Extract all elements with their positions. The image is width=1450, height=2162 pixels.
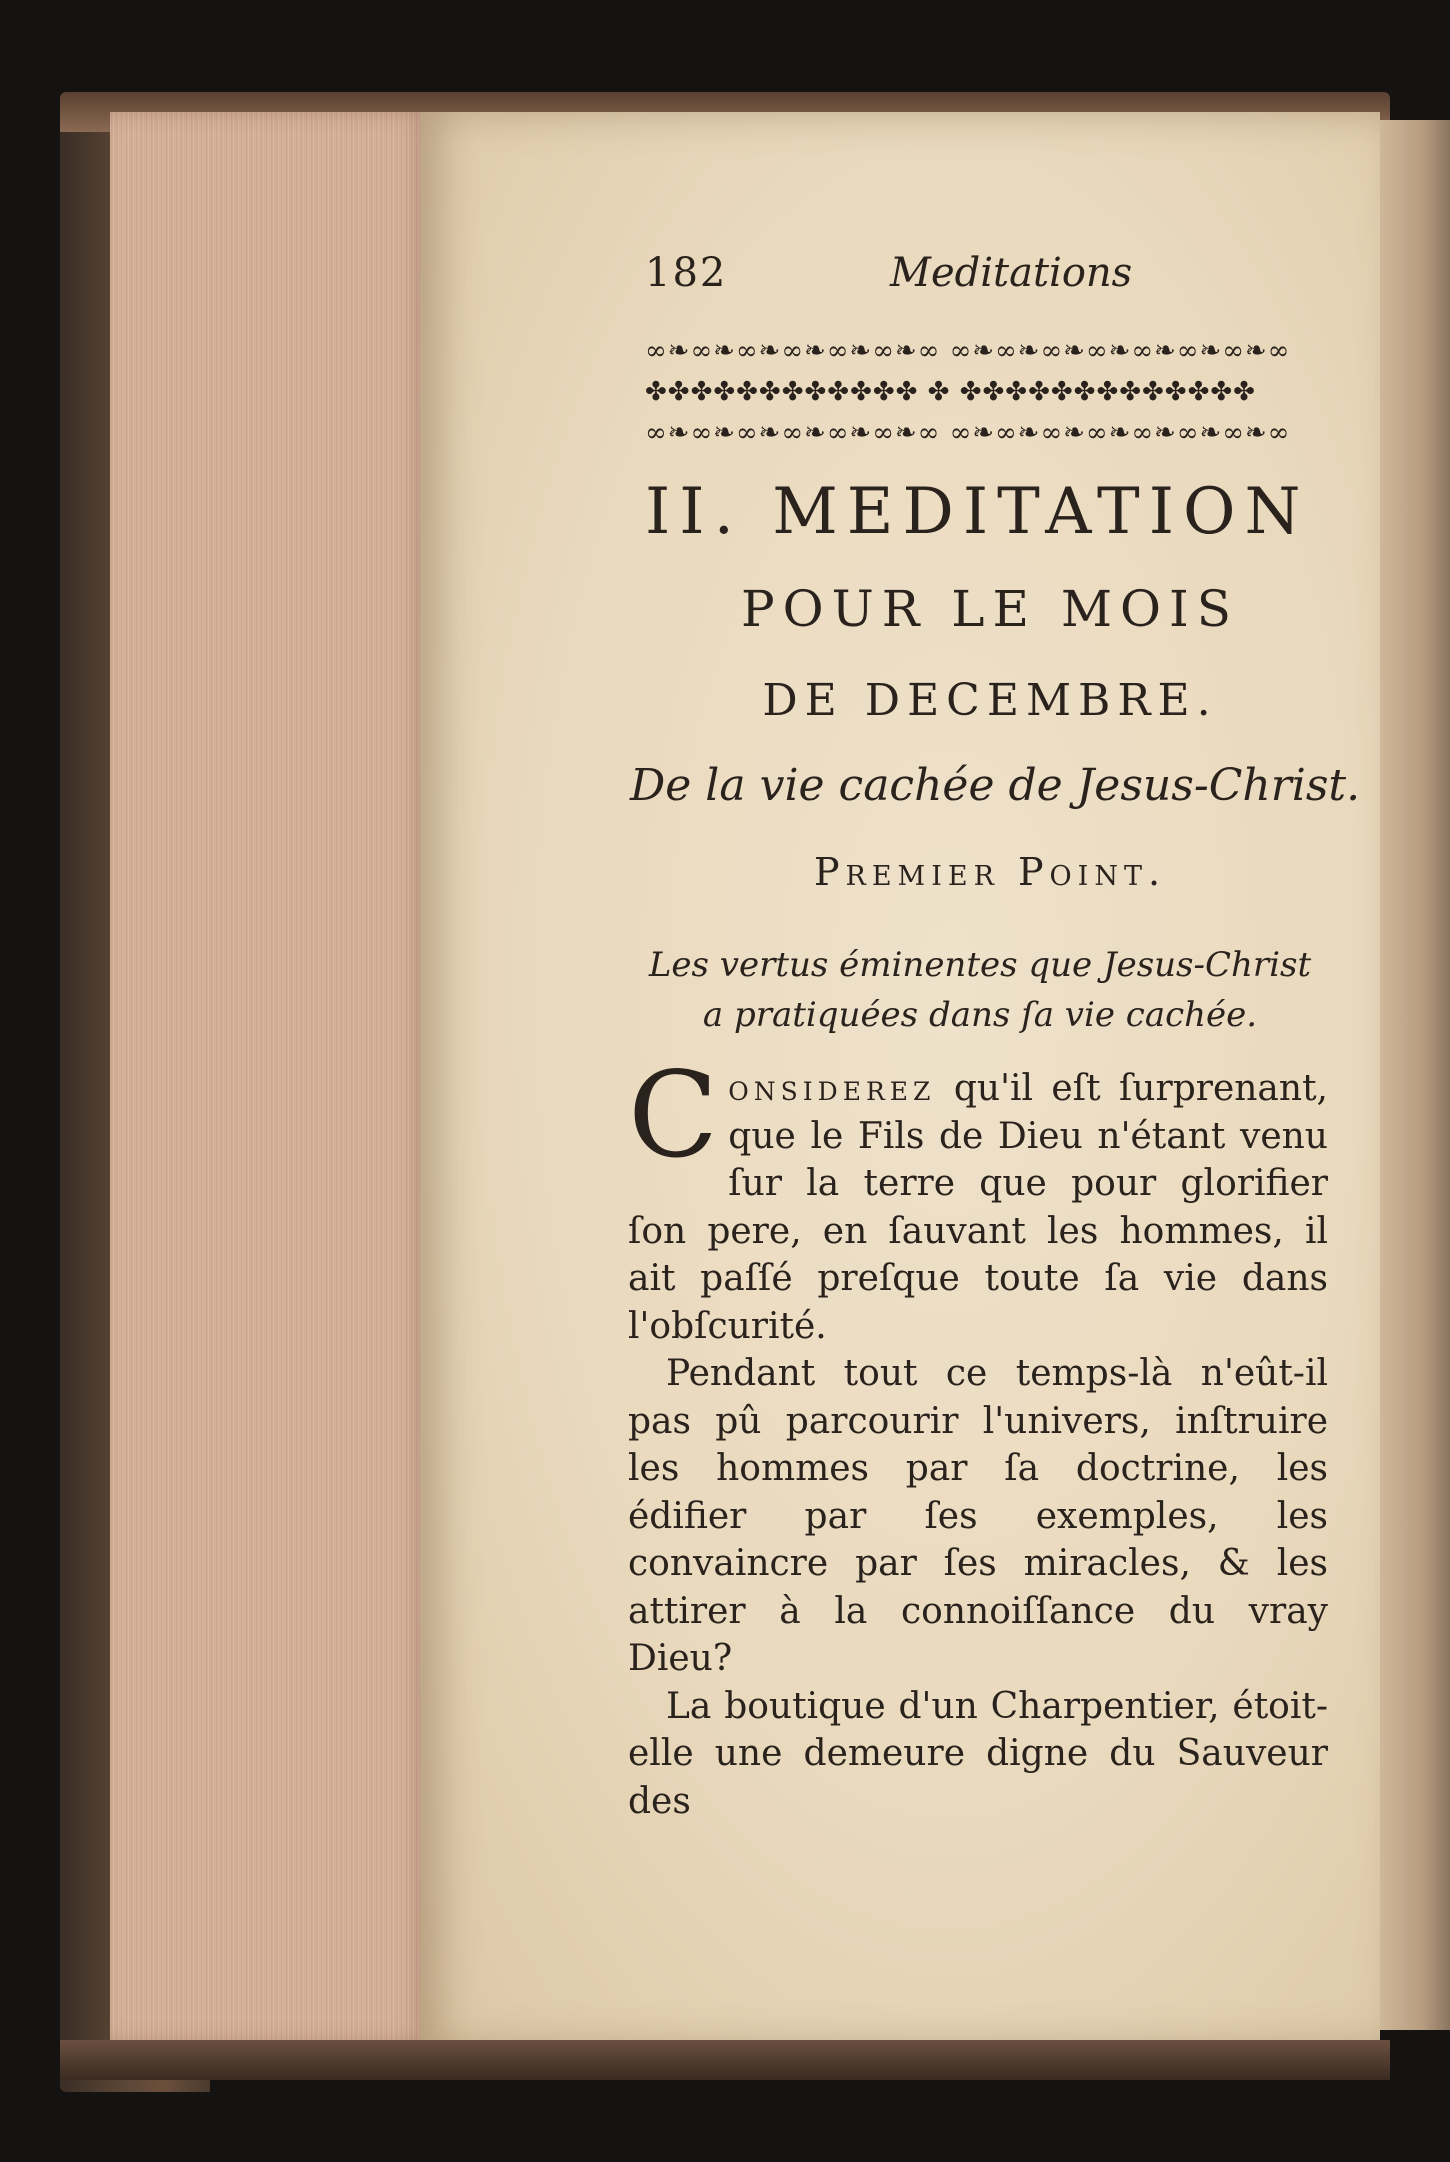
page-number: 182 xyxy=(645,250,728,296)
running-title: Meditations xyxy=(890,250,1133,296)
page-header xyxy=(645,250,1165,310)
point-heading: Premier Point. xyxy=(813,850,1167,894)
meditation-subtitle-december: DE DECEMBRE. xyxy=(762,675,1218,726)
point-summary xyxy=(630,940,1330,1040)
point-summary-line-1: Les vertus éminentes que Jesus-Christ xyxy=(648,945,1312,985)
book-cover-bottom xyxy=(60,2040,1390,2080)
ornament-row-top: ∞❧∞❧∞❧∞❧∞❧∞❧∞ ∞❧∞❧∞❧∞❧∞❧∞❧∞❧∞ xyxy=(645,336,1291,366)
meditation-title: II. MEDITATION xyxy=(645,475,1310,549)
paragraph-1-text: qu'il eſt ſurprenant, que le Fils de Dieu n'étant venu ſur la terre que pour glorifier ſon pere, en ſauvant les hommes, il ait paſſé preſque toute ſa vie dans l'obſcurité. xyxy=(628,1068,1328,1347)
paragraph-3: La boutique d'un Charpentier, étoit-elle une demeure digne du Sauveur des xyxy=(628,1685,1328,1822)
ornament-row-middle: ✤✤✤✤✤✤✤✤✤✤✤✤ ✤ ✤✤✤✤✤✤✤✤✤✤✤✤✤ xyxy=(645,377,1256,407)
ornament-row-bottom: ∞❧∞❧∞❧∞❧∞❧∞❧∞ ∞❧∞❧∞❧∞❧∞❧∞❧∞❧∞ xyxy=(645,418,1291,448)
lead-word: onsiderez xyxy=(728,1068,936,1109)
drop-cap: C xyxy=(628,1046,719,1184)
meditation-subtitle-month: POUR LE MOIS xyxy=(740,580,1240,638)
page-block-edge xyxy=(110,112,430,2042)
body-text xyxy=(628,1046,1328,1825)
facing-page-edge xyxy=(1380,120,1450,2030)
point-summary-line-2: a pratiquées dans ſa vie cachée. xyxy=(702,995,1258,1035)
paragraph-2: Pendant tout ce temps-là n'eût-il pas pû parcourir l'univers, inſtruire les hommes par ſa doctrine, les édifier par ſes exemples, les convaincre par ſes miracles, & les attirer à la connoiſſance du vray Dieu? xyxy=(628,1353,1328,1679)
printers-ornament-band xyxy=(645,335,1335,450)
paragraph-1 xyxy=(628,1046,1328,1350)
meditation-topic: De la vie cachée de Jesus-Christ. xyxy=(630,760,1361,811)
